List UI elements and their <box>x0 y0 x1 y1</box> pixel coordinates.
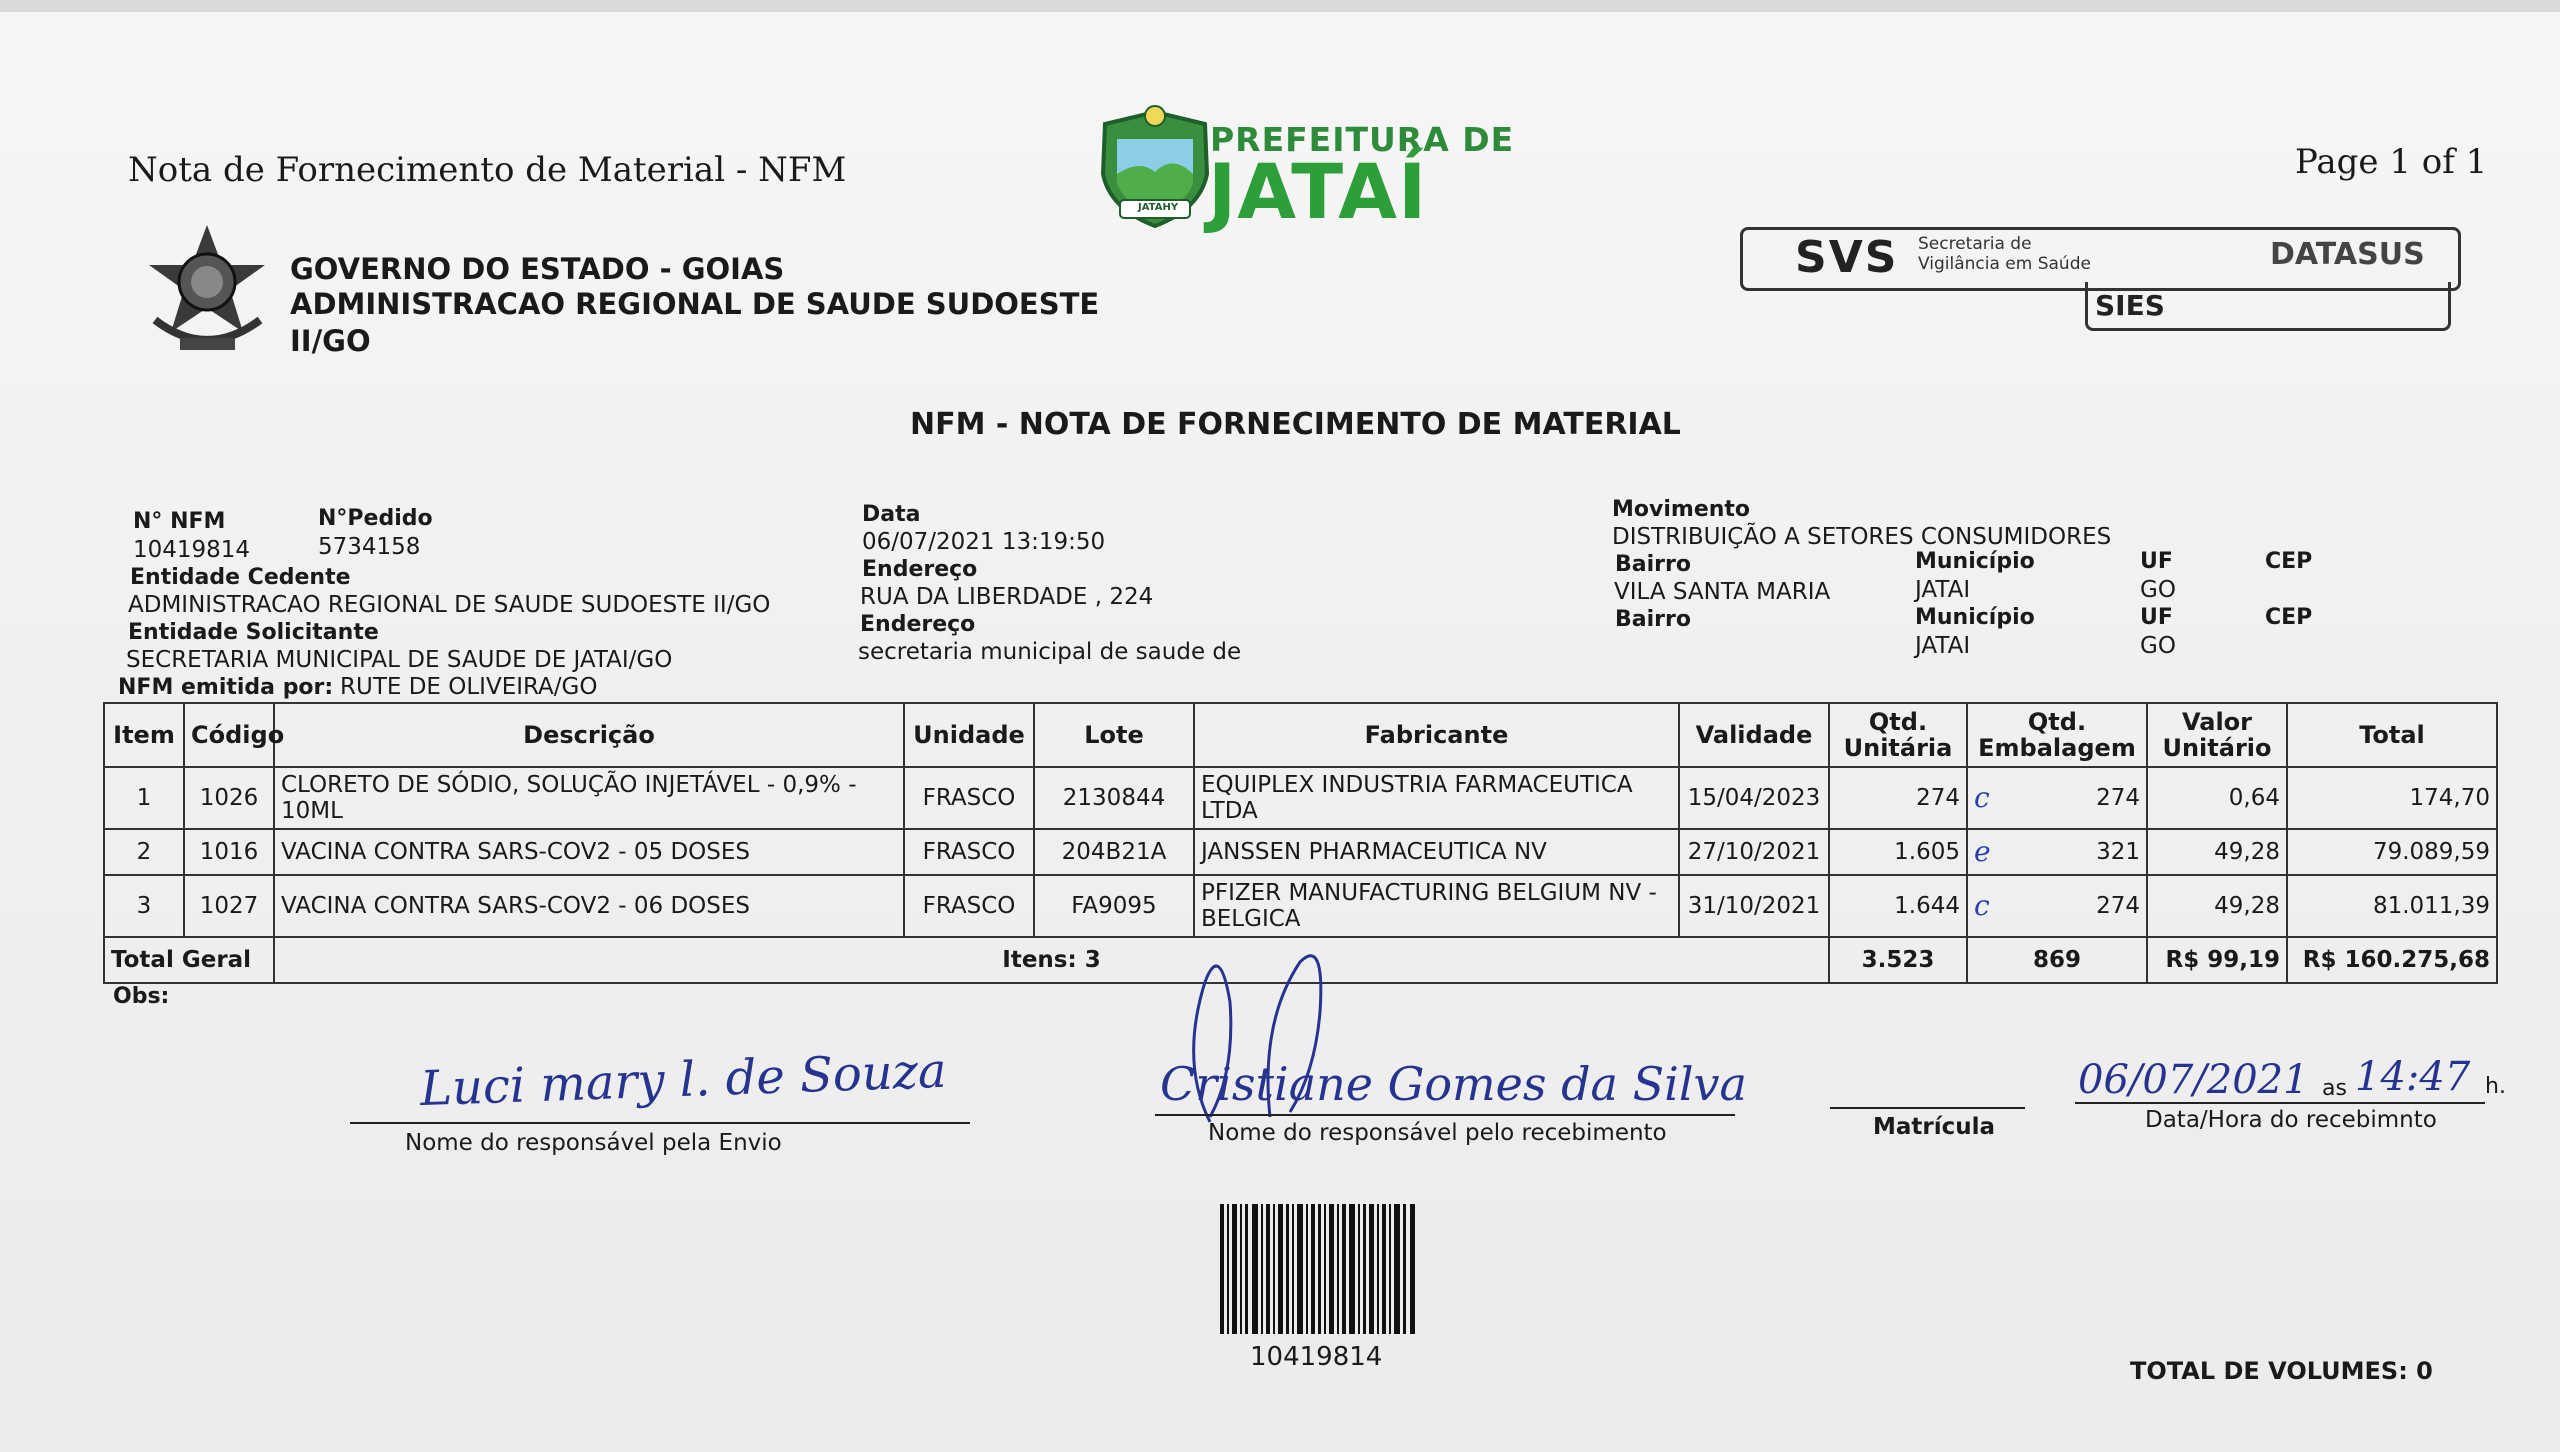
obs-label: Obs: <box>113 984 170 1009</box>
endereco-label-2: Endereço <box>860 612 976 637</box>
check-mark-icon: c <box>1974 889 1990 922</box>
header-line-1: GOVERNO DO ESTADO - GOIAS <box>290 252 785 286</box>
municipio-label-1: Município <box>1915 549 2035 574</box>
recebimento-label: Nome do responsável pelo recebimento <box>1208 1120 1667 1146</box>
total-geral-label: Total Geral <box>104 937 274 983</box>
envio-line <box>350 1122 970 1124</box>
header-line-2: ADMINISTRACAO REGIONAL DE SAUDE SUDOESTE <box>290 287 1100 321</box>
endereco-label-1: Endereço <box>862 557 978 582</box>
cell-qtd-emb-value: 274 <box>2096 893 2140 919</box>
total-qtd-unitaria: 3.523 <box>1829 937 1967 983</box>
header-line-3: II/GO <box>290 324 371 358</box>
cell-qtd-embalagem <box>1967 829 2147 875</box>
cell-qtd-unitaria: 1.605 <box>1829 829 1967 875</box>
table-row <box>104 829 2497 875</box>
nfm-number-label: N° NFM <box>133 509 226 534</box>
matricula-line <box>1830 1107 2025 1109</box>
table-row <box>104 875 2497 937</box>
col-header-codigo: Código <box>184 703 274 767</box>
municipio-value-2: JATAI <box>1915 633 1971 659</box>
cell-lote: 204B21A <box>1034 829 1194 875</box>
document-title: Nota de Fornecimento de Material - NFM <box>128 150 847 190</box>
cell-valor-unitario: 49,28 <box>2147 875 2287 937</box>
cell-valor-unitario: 0,64 <box>2147 767 2287 829</box>
cell-descricao: VACINA CONTRA SARS-COV2 - 05 DOSES <box>274 829 904 875</box>
cell-item: 1 <box>104 767 184 829</box>
cell-lote: 2130844 <box>1034 767 1194 829</box>
col-header-validade: Validade <box>1679 703 1829 767</box>
col-header-item: Item <box>104 703 184 767</box>
cell-qtd-embalagem <box>1967 875 2147 937</box>
municipio-label-2: Município <box>1915 605 2035 630</box>
cell-qtd-embalagem <box>1967 767 2147 829</box>
emitida-value: RUTE DE OLIVEIRA/GO <box>340 674 598 700</box>
cell-fabricante: PFIZER MANUFACTURING BELGIUM NV - BELGICA <box>1194 875 1679 937</box>
as-label: as <box>2322 1076 2347 1101</box>
h-label: h. <box>2485 1074 2506 1099</box>
coat-of-arms-icon <box>140 220 275 365</box>
cell-lote: FA9095 <box>1034 875 1194 937</box>
cell-qtd-unitaria: 274 <box>1829 767 1967 829</box>
matricula-label: Matrícula <box>1873 1114 1996 1140</box>
datasus-logo: DATASUS <box>2270 237 2425 272</box>
cell-item: 2 <box>104 829 184 875</box>
envio-signature: Luci mary l. de Souza <box>419 1042 948 1118</box>
col-header-fabricante: Fabricante <box>1194 703 1679 767</box>
cell-fabricante: JANSSEN PHARMACEUTICA NV <box>1194 829 1679 875</box>
cell-codigo: 1016 <box>184 829 274 875</box>
movimento-label: Movimento <box>1612 497 1751 522</box>
total-valor-unitario: R$ 99,19 <box>2147 937 2287 983</box>
page-number: Page 1 of 1 <box>2295 142 2488 182</box>
svs-sub-1: Secretaria de <box>1918 234 2032 254</box>
barcode-icon <box>1220 1204 1416 1334</box>
cell-unidade: FRASCO <box>904 767 1034 829</box>
col-header-valor-unitario: Valor Unitário <box>2147 703 2287 767</box>
uf-label-2: UF <box>2140 605 2173 630</box>
cell-validade: 15/04/2023 <box>1679 767 1829 829</box>
cell-unidade: FRASCO <box>904 875 1034 937</box>
cell-codigo: 1027 <box>184 875 274 937</box>
cell-total: 81.011,39 <box>2287 875 2497 937</box>
col-header-total: Total <box>2287 703 2497 767</box>
endereco-value-2: secretaria municipal de saude de <box>858 639 1242 665</box>
cep-label-2: CEP <box>2265 605 2313 630</box>
col-header-lote: Lote <box>1034 703 1194 767</box>
cedente-value: ADMINISTRACAO REGIONAL DE SAUDE SUDOESTE II/GO <box>128 592 771 618</box>
cell-fabricante: EQUIPLEX INDUSTRIA FARMACEUTICA LTDA <box>1194 767 1679 829</box>
emblem-caption: JATAHY <box>1138 202 1179 213</box>
barcode-number: 10419814 <box>1250 1342 1383 1372</box>
table-header-row <box>104 703 2497 767</box>
municipio-value-1: JATAI <box>1915 577 1971 603</box>
cedente-label: Entidade Cedente <box>130 565 351 590</box>
cell-unidade: FRASCO <box>904 829 1034 875</box>
pedido-number: 5734158 <box>318 534 421 560</box>
cell-total: 174,70 <box>2287 767 2497 829</box>
col-header-unidade: Unidade <box>904 703 1034 767</box>
data-hora-line <box>2075 1102 2485 1104</box>
nfm-number: 10419814 <box>133 537 251 563</box>
cell-qtd-emb-value: 274 <box>2096 785 2140 811</box>
cell-validade: 27/10/2021 <box>1679 829 1829 875</box>
cell-item: 3 <box>104 875 184 937</box>
uf-value-2: GO <box>2140 633 2176 659</box>
cell-descricao: CLORETO DE SÓDIO, SOLUÇÃO INJETÁVEL - 0,9% - 10ML <box>274 767 904 829</box>
data-hora-label: Data/Hora do recebimnto <box>2145 1107 2437 1133</box>
check-mark-icon: c <box>1974 781 1990 814</box>
total-geral-value: R$ 160.275,68 <box>2287 937 2497 983</box>
recebimento-line <box>1155 1114 1735 1116</box>
emitida-label: NFM emitida por: <box>118 675 334 700</box>
cell-valor-unitario: 49,28 <box>2147 829 2287 875</box>
cell-validade: 31/10/2021 <box>1679 875 1829 937</box>
pedido-label: N°Pedido <box>318 506 433 531</box>
receipt-time-handwritten: 14:47 <box>2355 1054 2471 1100</box>
total-volumes: TOTAL DE VOLUMES: 0 <box>2130 1357 2433 1385</box>
bairro-label-1: Bairro <box>1615 552 1691 577</box>
svs-sub-2: Vigilância em Saúde <box>1918 254 2091 274</box>
uf-value-1: GO <box>2140 577 2176 603</box>
cell-codigo: 1026 <box>184 767 274 829</box>
uf-label-1: UF <box>2140 549 2173 574</box>
bairro-value-1: VILA SANTA MARIA <box>1614 579 1831 605</box>
endereco-value-1: RUA DA LIBERDADE , 224 <box>860 584 1154 610</box>
nfm-title: NFM - NOTA DE FORNECIMENTO DE MATERIAL <box>910 407 1681 442</box>
data-label: Data <box>862 502 921 527</box>
col-header-qtd-embalagem: Qtd. Embalagem <box>1967 703 2147 767</box>
svs-subtitle <box>1918 234 2091 274</box>
recebimento-signature: Cristiane Gomes da Silva <box>1160 1057 1747 1111</box>
data-value: 06/07/2021 13:19:50 <box>862 529 1106 555</box>
total-itens: Itens: 3 <box>274 937 1829 983</box>
receipt-date-handwritten: 06/07/2021 <box>2078 1057 2309 1103</box>
cell-qtd-unitaria: 1.644 <box>1829 875 1967 937</box>
movimento-value: DISTRIBUIÇÃO A SETORES CONSUMIDORES <box>1612 524 2112 550</box>
check-mark-icon: e <box>1974 835 1991 868</box>
total-qtd-embalagem: 869 <box>1967 937 2147 983</box>
document-sheet <box>0 12 2560 1452</box>
cell-descricao: VACINA CONTRA SARS-COV2 - 06 DOSES <box>274 875 904 937</box>
envio-label: Nome do responsável pela Envio <box>405 1130 782 1156</box>
sies-logo: SIES <box>2095 289 2165 322</box>
solicitante-label: Entidade Solicitante <box>128 620 379 645</box>
bairro-label-2: Bairro <box>1615 607 1691 632</box>
cell-qtd-emb-value: 321 <box>2096 839 2140 865</box>
cep-label-1: CEP <box>2265 549 2313 574</box>
svs-logo: SVS <box>1795 232 1899 283</box>
solicitante-value: SECRETARIA MUNICIPAL DE SAUDE DE JATAI/GO <box>126 647 673 673</box>
col-header-qtd-unitaria: Qtd. Unitária <box>1829 703 1967 767</box>
table-row <box>104 767 2497 829</box>
cell-total: 79.089,59 <box>2287 829 2497 875</box>
col-header-descricao: Descrição <box>274 703 904 767</box>
logo-line-1: PREFEITURA DE <box>1210 120 1515 159</box>
logo-line-2: JATAÍ <box>1208 147 1428 236</box>
